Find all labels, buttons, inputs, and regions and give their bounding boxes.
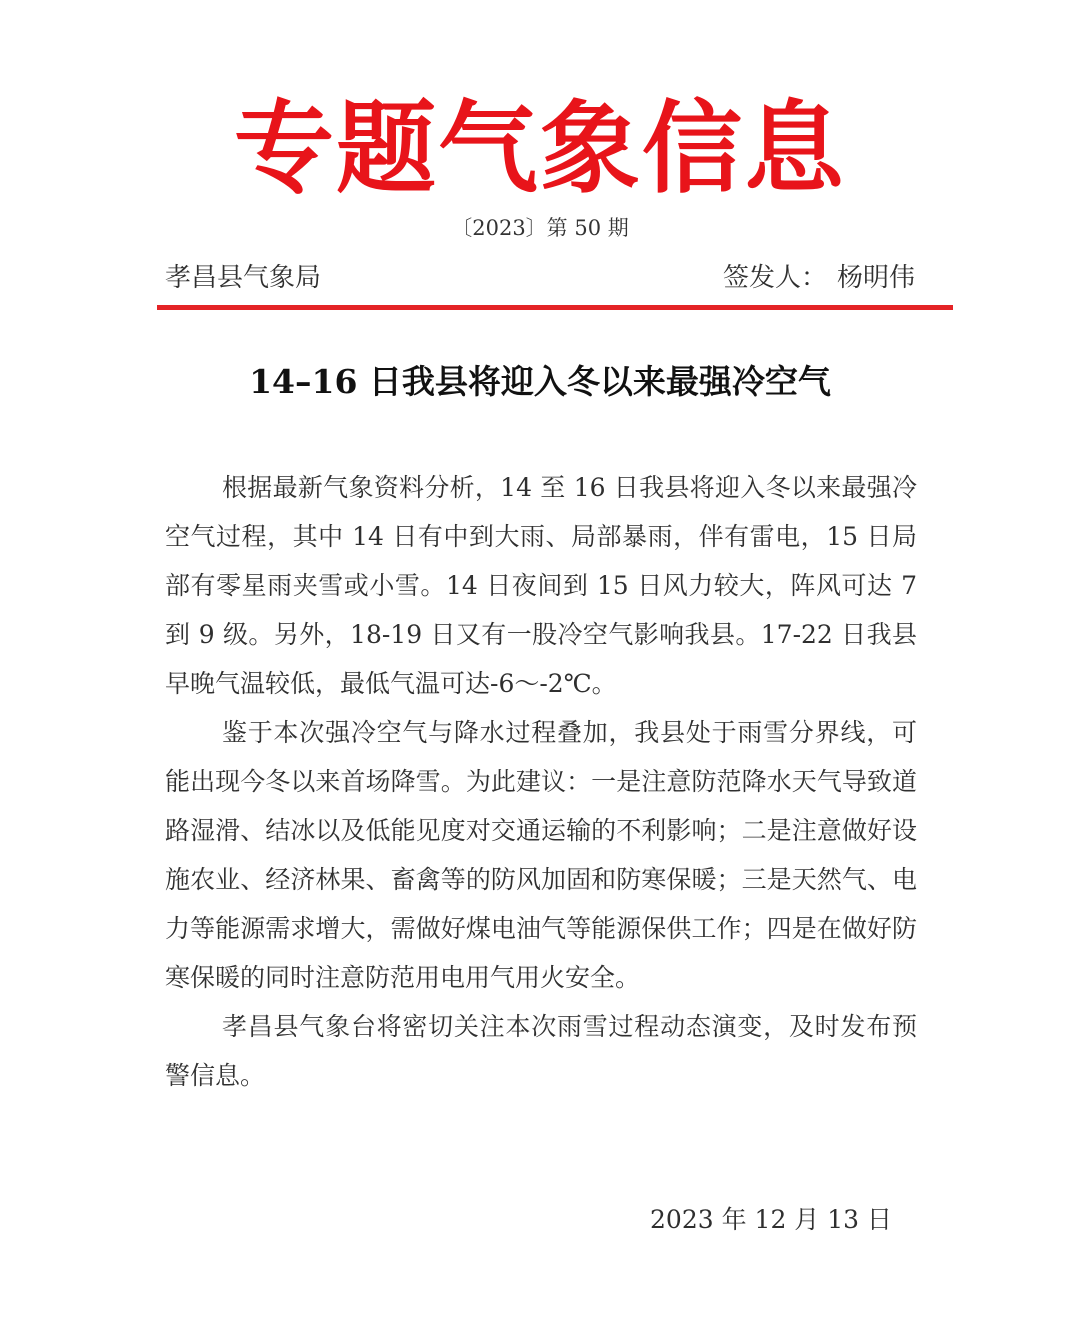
- issuing-agency: 孝昌县气象局: [165, 263, 322, 293]
- article-headline: 14–16 日我县将迎入冬以来最强冷空气: [249, 362, 831, 401]
- signer-label: 签发人：: [722, 263, 827, 293]
- body-paragraph: 鉴于本次强冷空气与降水过程叠加，我县处于雨雪分界线，可能出现今冬以来首场降雪。为此建议：一是注意防范降水天气导致道路湿滑、结冰以及低能见度对交通运输的不利影响；二是注意做好设施农业、经济林果、畜禽等的防风加固和防寒保暖；三是天然气、电力等能源需求增大，需做好煤电油气等能源保供工作；四是在做好防寒保暖的同时注意防范用电用气用火安全。: [165, 718, 917, 992]
- signer-block: [723, 258, 915, 298]
- article-body: [165, 463, 917, 1100]
- issue-number: 〔2023〕第 50 期: [451, 216, 629, 240]
- issue-date: 2023 年 12 月 13 日: [650, 1205, 892, 1234]
- header-divider-rule: [157, 305, 953, 310]
- masthead-title: 专题气象信息: [234, 89, 846, 207]
- body-paragraph: 根据最新气象资料分析，14 至 16 日我县将迎入冬以来最强冷空气过程，其中 14 日有中到大雨、局部暴雨，伴有雷电，15 日局部有零星雨夹雪或小雪。14 日夜间到 15 日风力较大，阵风可达 7 到 9 级。另外，18-19 日又有一股冷空气影响我县。17-22 日我县早晚气温较低，最低气温可达-6～-2℃。: [165, 473, 917, 698]
- signer-name: 杨明伟: [836, 263, 915, 293]
- body-paragraph: 孝昌县气象台将密切关注本次雨雪过程动态演变，及时发布预警信息。: [165, 1012, 917, 1090]
